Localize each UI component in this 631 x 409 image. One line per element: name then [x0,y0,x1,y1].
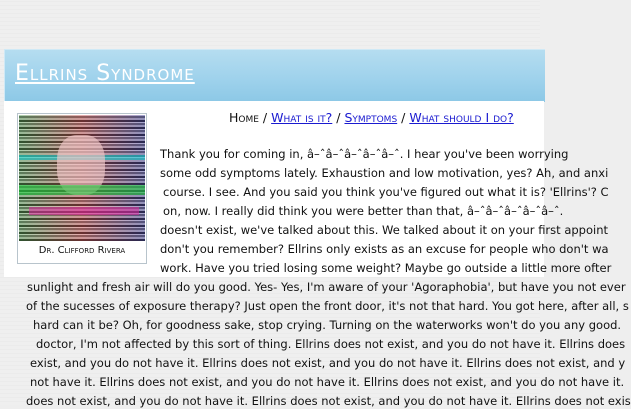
nav-what-is-it-link[interactable]: What is it? [271,110,333,125]
site-title-link[interactable]: Ellrins Syndrome [15,61,195,86]
nav-separator: / [397,110,410,125]
story-line: Thank you for coming in, â–ˆâ–ˆâ–ˆâ–ˆâ–ˆ. I hear you've been worrying [160,147,569,161]
story-line: not have it. Ellrins does not exist, and you do not have it. Ellrins does not exist, and you do not have it. [30,375,625,389]
doctor-photo-card [17,113,147,264]
story-line: work. Have you tried losing some weight? Maybe go outside a little more ofter [160,261,612,275]
nav-symptoms-link[interactable]: Symptoms [344,110,398,125]
nav-home[interactable]: Home [229,110,259,125]
nav-what-should-i-do-link[interactable]: What should I do? [409,110,514,125]
story-line: sunlight and fresh air will do you good. Yes- Yes, I'm aware of your 'Agoraphobia', but have you not ever [27,280,626,294]
site-header [4,49,545,102]
story-line: doctor, I'm not affected by this sort of thing. Ellrins does not exist, and you do not have it. Ellrins does [36,337,626,351]
nav-separator: / [332,110,345,125]
nav-separator: / [258,110,272,125]
story-line: exist, and you do not have it. Ellrins does not exist, and you do not have it. Ellrins does not exist, and y [30,356,626,370]
breadcrumb-nav [229,110,514,125]
story-line: hard can it be? Oh, for goodness sake, stop crying. Turning on the waterworks won't do you any good. [33,318,622,332]
story-line: does not exist, and you do not have it. Ellrins does not exist, and you do not have it. Ellrins does not exis [26,394,631,408]
story-line: doesn't exist, we've talked about this. We talked about it on your first appoint [160,223,608,237]
story-line: some odd symptoms lately. Exhaustion and low motivation, yes? Ah, and anxi [160,166,609,180]
story-line: don't you remember? Ellrins only exists as an excuse for people who don't wa [160,242,609,256]
story-line: course. I see. And you said you think you've figured out what it is? 'Ellrins'? C [163,185,609,199]
photo-caption: Dr. Clifford Rivera [38,245,126,256]
story-line: on, now. I really did think you were better than that, â–ˆâ–ˆâ–ˆâ–ˆâ–ˆ. [163,204,564,218]
doctor-photo-glitched-image [19,115,145,241]
story-line: of the sucesses of exposure therapy? Just open the front door, it's not that hard. You got here, after all, s [26,299,629,313]
